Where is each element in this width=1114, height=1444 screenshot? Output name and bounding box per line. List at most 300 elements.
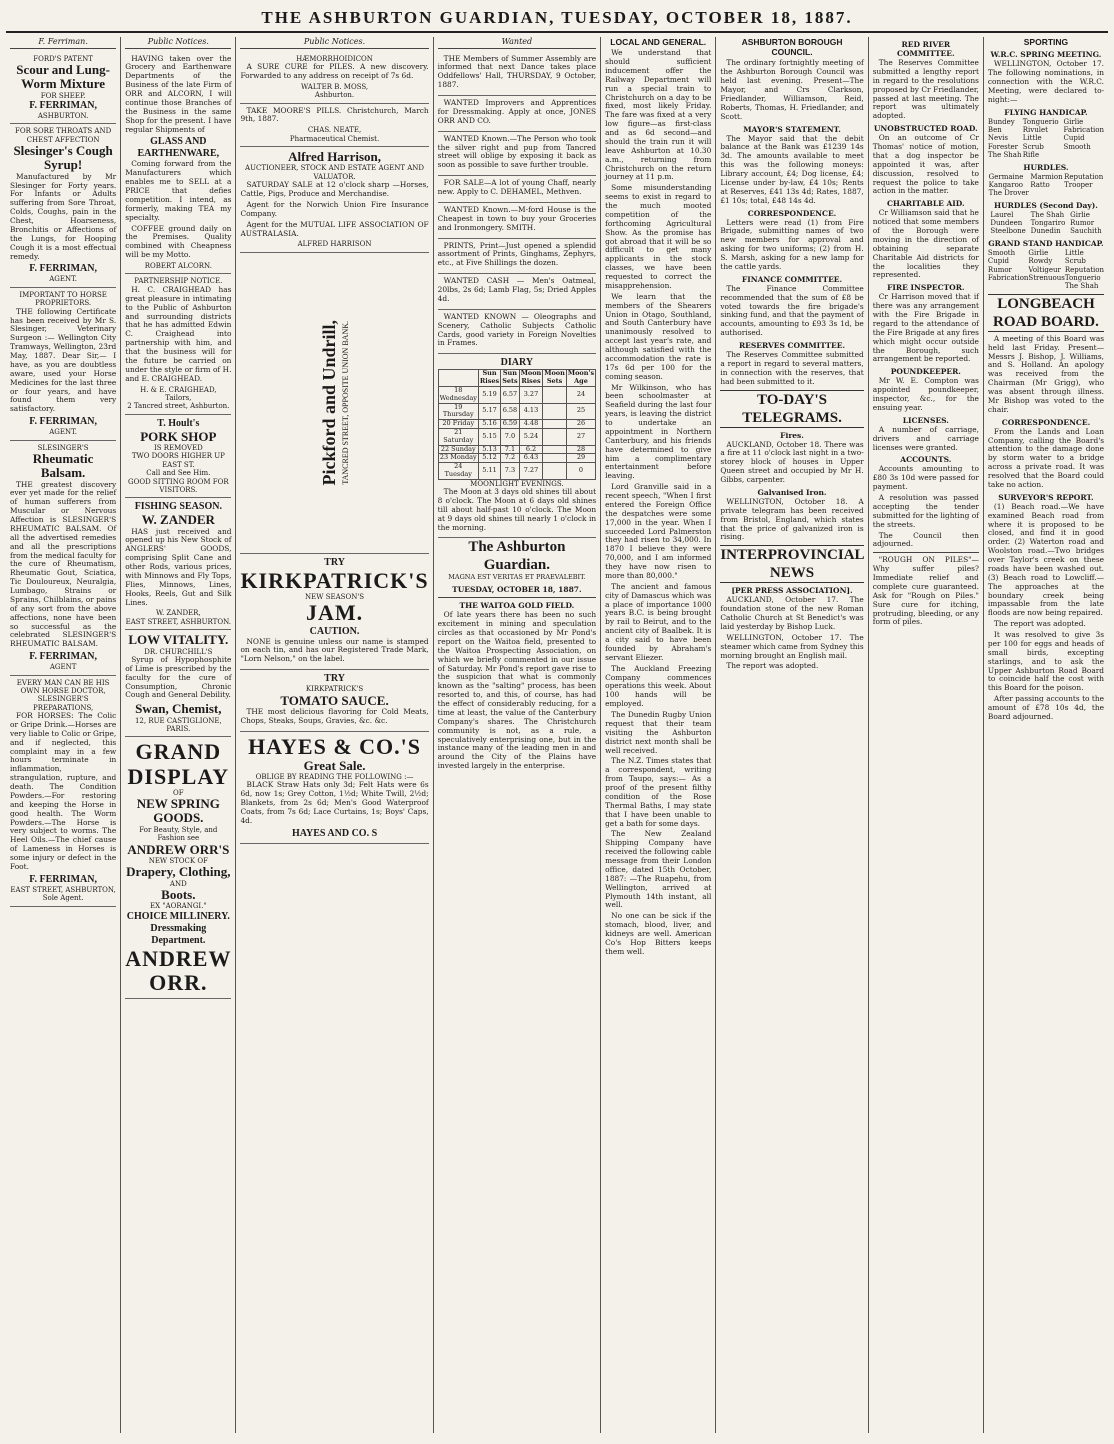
column-header: Wanted [438, 37, 596, 49]
horse-name: Steelbone [990, 227, 1026, 236]
ad-footer: HAYES AND CO. S [291, 827, 378, 839]
diary-section [438, 354, 596, 538]
subheading: Fires. [780, 430, 804, 440]
subheading: LICENSES. [902, 415, 949, 425]
ad-headline: Drapery, Clothing, [126, 864, 231, 880]
news-paragraph: Mr W. E. Compton was appointed poundkeeper, inspector, &c., for the ensuing year. [872, 376, 979, 412]
ad-headline: HAYES & CO.'S [248, 733, 422, 759]
ad-body: Coming forward from the Manufacturers which enables me to SELL at a PRICE that defies competition. I intend, as formerly, making TEA my specialty. [125, 159, 232, 222]
horse-name: Cupid [1063, 134, 1085, 143]
horse-name: Voltigeur [1028, 265, 1061, 274]
diary-cell [543, 428, 567, 445]
advertisement-hayes-sale [240, 732, 428, 844]
subheading: W.R.C. SPRING MEETING. [990, 50, 1102, 60]
news-paragraph: The ancient and famous city of Damascus which was a place of importance 1000 years B.C. is being brought by rail to Beirut, and to the ancient city of Baalbek. It is a city said to have been founded by Abraham's servant Eliezer. [605, 581, 712, 662]
news-paragraph: The report was adopted. [993, 619, 1086, 629]
ad-headline: GRAND DISPLAY [127, 739, 230, 789]
ad-name: F. FERRIMAN, [29, 416, 97, 428]
race-title: HURDLES (Second Day). [994, 200, 1098, 210]
column-1 [6, 37, 121, 1433]
ad-body: Manufactured by Mr Slesinger for Forty years. For Infants or Adults suffering from Sore Throat, Colds, Coughs, pain in the Chest, Hoarseness, Bronchitis or Affections of the Lungs, for Hooping Cough it is a most effectual remedy. [10, 171, 117, 261]
horse-name: Bundey [987, 117, 1015, 126]
ad-name: H. & E. CRAIGHEAD, [140, 385, 217, 394]
news-paragraph: The Dunedin Rugby Union request that their team visiting the Ashburton district next month shall be well received. [605, 710, 712, 755]
ad-body: H. C. CRAIGHEAD has great pleasure in intimating to the Public of Ashburton and surrounding districts that he has admitted Edwin C. Craighead into partnership with him, and that the business will for the future be carried on under the style or firm of H. and E. CRAIGHEAD. [125, 284, 232, 383]
horse-name: Dunedin [1030, 227, 1061, 236]
ad-name: F. FERRIMAN, [29, 263, 97, 275]
ad-subtitle: Great Sale. [303, 757, 366, 773]
leader-body: Of late years there has been no such excitement in mining and speculation circles as that occasioned by Mr Pond's report on the Waitoa field, presented to the Waitoa Prospecting Association, on which we briefly commented in our issue of Saturday. Mr Pond's report gave rise to the suspicion that what is commonly known as the "salting" process, has been resorted to, and this, of course, has had the effect of considerably reducing, for a time at least, the value of the Canterbury Company's shares. The Christchurch community is not, as a rule, a speculatively enterprising one, but in the instance many of the leading men in and around the City of the Plains have invested largely in the enterprise. [437, 610, 597, 771]
ad-headline: KIRKPATRICK'S [240, 567, 429, 593]
section-heading: LOCAL AND GENERAL. [610, 37, 707, 47]
diary-cell: 5.17 [478, 403, 500, 420]
subheading: SURVEYOR'S REPORT. [998, 492, 1094, 502]
notice-oleographs [438, 310, 596, 355]
diary-cell: 18 Wednesday [439, 385, 477, 402]
horse-name: The Drover [988, 189, 1029, 198]
ad-headline: W. ZANDER [141, 512, 215, 528]
press-credit: [PER PRESS ASSOCIATION]. [731, 586, 853, 596]
masthead: THE ASHBURTON GUARDIAN, TUESDAY, OCTOBER 18, 1887. [6, 4, 1108, 33]
horse-name: Rumor [987, 265, 1012, 274]
diary-cell [543, 386, 567, 403]
divider [873, 552, 979, 553]
ad-title: IMPORTANT TO HORSE PROPRIETORS. [19, 290, 107, 308]
horse-name: Little Scrub [1064, 248, 1086, 266]
horse-name: Tonguerio [1064, 274, 1101, 283]
news-paragraph: A number of carriage, drivers and carriage licenses were granted. [872, 424, 979, 452]
advertisement-fishing [125, 498, 231, 630]
diary-cell: 24 [566, 386, 595, 403]
diary-cell: 6.43 [519, 454, 543, 463]
ad-line: OF [173, 788, 184, 797]
ad-body: Agent for the Norwich Union Fire Insurance Company. [240, 199, 429, 218]
news-paragraph: Mr Wilkinson, who has been schoolmaster at Seafield during the last four years, is leaving the district to undertake an appointment in Northern Canterbury, and his friends have determined to give him a complimentary entertainment before leaving. [605, 382, 712, 481]
ad-headline: Slesinger's Cough Syrup! [13, 143, 113, 173]
horse-name: Little Scrub [1022, 134, 1044, 151]
diary-cell [543, 463, 567, 480]
subheading: ACCOUNTS. [900, 455, 952, 465]
notice-body: WANTED Improvers and Apprentices for Dressmaking. Apply at once, JONES ORR AND CO. [437, 98, 597, 125]
longbeach-heading: LONGBEACH ROAD BOARD. [988, 294, 1104, 332]
ad-name: ANDREW ORR'S [127, 841, 230, 857]
notice-wanted-cash [438, 274, 596, 310]
diary-header-cell: Sun Rises [479, 369, 500, 386]
ad-line: IS REMOVED [153, 443, 203, 452]
diary-cell: 5.24 [519, 428, 543, 445]
diary-cell: 3.27 [519, 386, 543, 403]
advertisement-horse-doctor [10, 676, 116, 907]
horse-name: Dundeen [990, 219, 1023, 228]
advertisement-tomato-sauce [240, 670, 428, 731]
diary-cell: 7.2 [501, 454, 519, 463]
advertisement-cough-syrup [10, 124, 116, 288]
diary-header-cell: Moon Rises [520, 369, 542, 386]
ad-headline: JAM. [305, 600, 364, 626]
news-paragraph: It was resolved to give 3s per 100 for eggs and heads of small birds, excepting starlings, and to ask the Upper Ashburton Road Board to coincide half the cost with this Board for the poison. [987, 630, 1105, 693]
diary-cell: 7.3 [501, 463, 519, 480]
horse-name: Girlie [1063, 117, 1084, 126]
ad-headline: PORK SHOP [140, 428, 217, 444]
diary-cell: 5.15 [478, 428, 500, 445]
advertisement-low-vitality [125, 630, 231, 737]
ad-headline: Alfred Harrison, [288, 149, 381, 165]
ad-name: F. FERRIMAN, [29, 873, 97, 885]
news-paragraph: The Reserves Committee submitted a lengthy report in regard to the resolutions proposed by Cr Friedlander, passed at last meeting. The report was ultimately adopted. [872, 58, 979, 121]
horse-name: Girlie [1070, 210, 1090, 219]
subheading: RESERVES COMMITTEE. [738, 341, 846, 350]
news-paragraph: Cr Harrison moved that if there was any arrangement with the Fire Brigade in regard to the attendance of the Fire Brigade at any fires which might occur outside the Borough, such arrangement be reported. [872, 292, 979, 364]
ad-name: ROBERT ALCORN. [144, 262, 212, 271]
diary-cell: 5.11 [478, 463, 500, 480]
advertisement-piles-cure [240, 52, 428, 104]
horse-column [989, 173, 1029, 198]
subheading: CHARITABLE AID. [886, 199, 965, 209]
vertical-headline: Pickford and Undrill, [318, 320, 339, 486]
ad-body: BLACK Straw Hats only 3d; Felt Hats were 6s 6d, now 1s; Grey Cotton, 1½d; White Twill, 2½d; Blankets, from 2s 6d; Men's Good Waterproof Coats, from 7s 6d; Lace Curtains, 1s; Boys' Caps, 4d. [240, 780, 429, 825]
diary-row [438, 386, 595, 403]
ad-place: ASHBURTON. [37, 111, 89, 120]
ad-title: HÆMORRHOIDICON [296, 54, 373, 63]
advertisement-alcorn [125, 52, 231, 275]
ad-name: KIRKPATRICK'S [305, 685, 364, 694]
ad-line: CHOICE MILLINERY. [126, 910, 230, 922]
diary-cell: 6.2 [519, 445, 543, 454]
ad-headline: Rheumatic Balsam. [32, 450, 94, 481]
news-paragraph: The New Zealand Shipping Company have received the following cable message from their London office, dated 15th October, 1887: —The Ruapehu, from Wellington, arrived at Plymouth 14th instant, all well. [605, 829, 712, 910]
horse-name: Marmion [1030, 172, 1063, 181]
column-8 [984, 37, 1108, 1433]
ad-line: GOOD SITTING ROOM FOR VISITORS. [128, 477, 229, 494]
telegrams-heading: TO-DAY'S TELEGRAMS. [720, 390, 863, 428]
notice-body: FOR SALE—A lot of young Chaff, nearly new. Apply to C. DEHAMEL, Methven. [437, 178, 597, 197]
horse-name: Trooper [1064, 180, 1093, 189]
ad-body: TAKE MOORE'S PILLS. Christchurch, March 9th, 1887. [240, 105, 429, 124]
ad-paragraph: "ROUGH ON PILES"—Why suffer piles? Immediate relief and complete cure guaranteed. Ask for "Rough on Piles." Sure cure for itching, protruding, bleeding, or any form of piles. [872, 555, 979, 627]
subheading: POUNDKEEPER. [890, 367, 961, 377]
diary-cell: 0 [566, 463, 595, 480]
advertisement-pickford-undrill [240, 253, 428, 554]
notice-summer-assembly [438, 52, 596, 97]
advertisement-rheumatic-balsam [10, 441, 116, 676]
ad-headline: Boots. [161, 886, 196, 902]
horse-name: Reputation [1064, 172, 1104, 181]
diary-cell: 24 Tuesday [438, 463, 478, 480]
ad-place: Ashburton. [314, 91, 355, 100]
horse-name: Rifle [1022, 151, 1040, 160]
news-paragraph: Some misunderstanding seems to exist in regard to the much mooted competition of the forthcoming Agricultural Show. As the promise has got abroad that it will be so difficult to get many applicants in the stock classes, we have been requested to correct the misapprehension. [605, 183, 712, 290]
ad-headline: GLASS AND EARTHENWARE, [137, 136, 220, 160]
diary-cell: 27 [566, 428, 595, 445]
subheading: CORRESPONDENCE. [747, 208, 837, 218]
news-paragraph: The Mayor said that the debit balance at the Bank was £1239 14s 3d. The amounts available to meet this was the following moneys: Library account, £4; Dog license, £4; License under by-law, £4 10s; Rents at Reserves, £41 13s 4d; Rates, 1887, £1 10s; total, £48 14s 4d. [720, 133, 864, 205]
column-7 [869, 37, 984, 1433]
paper-date: TUESDAY, OCTOBER 18, 1887. [452, 585, 582, 595]
ad-subtitle: FOR SHEEP. [40, 91, 86, 100]
horse-column [1031, 211, 1066, 236]
news-paragraph: We learn that the members of the Shearers Union in Otago, Southland, and South Canterbury have unanimously resolved to accept last year's rate, and although satisfied with the accommodation the rate is 17s 6d per 100 for the coming season. [605, 291, 712, 381]
news-paragraph: WELLINGTON, October 17. The following nominations, in connection with the W.R.C. Meeting, were declared to-night:— [987, 59, 1105, 104]
diary-cell [543, 445, 567, 454]
ad-title: PARTNERSHIP NOTICE. [134, 277, 223, 286]
advertisement-moores-pills [240, 104, 428, 148]
horse-column [1030, 173, 1062, 198]
ad-body: COFFEE ground daily on the Premises. Quality combined with Cheapness will be my Motto. [125, 223, 232, 260]
column-2 [121, 37, 236, 1433]
ad-body: HAS just received and opened up his New Stock of ANGLERS' GOODS, comprising Split Cane and other Rods, various prices, with Minnows and Fly Tops, Flies, Minnows, Lines, Hooks, Reels, Gut and Silk Lines. [125, 526, 232, 607]
news-paragraph: The Finance Committee recommended that the sum of £8 be voted towards the fire brigade's sinking fund, and that the payment of accounts, amounting to £93 3s 1d, be authorised. [720, 283, 864, 338]
notice-body: WANTED Known.—M-ford House is the Cheapest in town to buy your Groceries and Ironmongery. SMITH. [437, 204, 597, 232]
horse-name: Rivulet [1022, 125, 1048, 134]
diary-row [438, 463, 595, 480]
diary-note: MOONLIGHT EVENINGS. [470, 479, 564, 488]
notice-wanted-known [438, 132, 596, 177]
ad-place: EAST STREET, ASHBURTON. [125, 617, 231, 626]
advertisement-scour-mixture [10, 52, 116, 125]
race-title: HURDLES. [1023, 162, 1069, 172]
diary-cell: 4.13 [519, 403, 543, 420]
ad-name: WALTER B. MOSS, [300, 82, 369, 91]
notice-body: WANTED KNOWN — Oleographs and Scenery, Catholic Subjects Catholic Cards, good variety in Foreign Novelties in Frames. [437, 311, 597, 348]
section-heading: ASHBURTON BOROUGH COUNCIL. [741, 37, 843, 58]
news-paragraph: After passing accounts to the amount of £78 10s 4d, the Board adjourned. [987, 694, 1105, 721]
ad-line: TRY [324, 556, 345, 568]
ad-body: SATURDAY SALE at 12 o'clock sharp —Horses, Cattle, Pigs, Produce and Merchandise. [240, 180, 429, 198]
ad-subtitle: DR. CHURCHILL'S [144, 647, 213, 656]
news-paragraph: The Reserves Committee submitted a report in regard to several matters, in connection with the reserves, that had been submitted to it. [720, 350, 864, 386]
ad-body: THE greatest discovery ever yet made for the relief of human sufferers from Muscular or Nervous Affection is SLESINGER'S RHEUMATIC BALSAM. Of all the advertised remedies and all the prescriptions from the medical faculty for the cure of Rheumatism, Rheumatic Gout, Sciatica, Tic Douloureux, Neuralgia, Lumbago, Strains or Sprains, Chilblains, or pains of any sort from the above affections, none have been so successful as the celebrated SLESINGER'S RHEUMATIC BALSAM. [10, 479, 117, 649]
news-paragraph: Lord Granville said in a recent speech, "When I first entered the Foreign Office the despatches were some 17,000 in the year. When I succeeded Lord Palmerston they had risen to 34,000. In 1870 I believe they were 70,000, and I am informed they have now risen to more than 80,000." [605, 482, 712, 580]
horse-list [988, 173, 1104, 198]
diary-cell [543, 403, 567, 420]
ad-agent: AGENT. [49, 428, 77, 437]
horse-column [1028, 249, 1064, 291]
moon-text: The Moon at 3 days old shines till about 8 o'clock. The Moon at 6 days old shines till about half-past 10 o'clock. The Moon at 9 days old shines till nearly 1 o'clock in the morning. [437, 487, 597, 532]
subheading: Galvanised Iron. [757, 487, 827, 497]
horse-name: Fabrication [987, 274, 1029, 283]
ad-line: TRY [324, 673, 345, 685]
ad-body: THE following Certificate has been received by Mr S. Slesinger, Veterinary Surgeon :— Wellington City Tramways, Wellington, 23rd May, 1887. Dear Sir,— I have, as you are doubtless aware, used your Horse Medicines for the last three or four years, and have found them very satisfactory. [10, 306, 117, 414]
notice-body: WANTED Known.—The Person who took the silver right and pup from Tancred street will oblige by exposing it back as soon as possible to save further trouble. [437, 133, 597, 170]
horse-name: Reputation [1064, 265, 1105, 274]
advertisement-andrew-orr [125, 737, 231, 999]
ad-body: Syrup of Hypophosphite of Lime is prescribed by the faculty for the cure of Consumption, Chronic Cough and General Debility. [125, 654, 232, 700]
columns [6, 37, 1108, 1433]
ad-place: 2 Tancred street, Ashburton. [127, 402, 230, 411]
ad-line: Call and See Him. [146, 469, 211, 478]
horse-name: Tonguerio [1022, 117, 1059, 126]
interprovincial-heading: INTERPROVINCIAL NEWS [720, 547, 865, 582]
diary-row [438, 403, 595, 420]
ad-name: F. FERRIMAN, [29, 651, 97, 663]
ad-body: Agent for the MUTUAL LIFE ASSOCIATION OF AUSTRALASIA. [240, 219, 429, 238]
ad-subtitle: AUCTIONEER, STOCK AND ESTATE AGENT AND VALUATOR. [245, 164, 425, 181]
ad-name: W. ZANDER, [155, 609, 201, 618]
horse-column [1070, 211, 1101, 236]
ad-role: Tailors, [165, 393, 192, 402]
horse-list [988, 249, 1104, 291]
notice-for-sale [438, 176, 596, 203]
horse-name: Girlie [1028, 248, 1049, 257]
ad-line: T. Hoult's [157, 417, 200, 429]
ad-line: TWO DOORS HIGHER UP EAST ST. [131, 452, 225, 469]
news-paragraph: The report was adopted. [726, 661, 819, 671]
subheading: CORRESPONDENCE. [1001, 417, 1091, 427]
horse-name: Fabrication [1063, 125, 1105, 134]
ad-place: 12, RUE CASTIGLIONE, PARIS. [134, 716, 222, 734]
ad-line: CAUTION. [309, 625, 360, 637]
ad-line: Dressmaking Department. [150, 922, 207, 946]
diary-cell: 4.48 [519, 420, 543, 429]
ad-name: CHAS. NEATE, [307, 126, 362, 135]
horse-name: The Shah [1030, 210, 1065, 219]
diary-row [438, 428, 595, 445]
ad-line: OBLIGE BY READING THE FOLLOWING :— [255, 773, 414, 782]
news-paragraph: (1) Beach road.—We have examined Beach road from where it is proposed to be closed, and find it in good order. (2) Waterton road and Woolston road.—Two bridges over Taylor's creek on these roads have been washed out. (3) Beach road to Lowcliff.—The approaches at the boundary creek being impassable from the late floods are now being repaired. [987, 501, 1105, 618]
news-paragraph: Letters were read (1) from Fire Brigade, submitting names of two new members for approval and asking for two uniforms; (2) from H. S. Marsh, asking for a new lamp for the cattle yards. [720, 217, 864, 271]
ad-headline: NEW SPRING GOODS. [136, 796, 220, 826]
diary-header-cell: Moon's Age [567, 369, 595, 386]
diary-cell: 25 [566, 403, 595, 420]
horse-list [988, 211, 1104, 236]
ad-name: ALFRED HARRISON [297, 240, 372, 249]
diary-cell: 6.57 [501, 386, 519, 403]
horse-column [1023, 118, 1064, 160]
diary-table [438, 369, 596, 479]
news-paragraph: AUCKLAND, October 18. There was a fire at 11 o'clock last night in a two-storey block of houses in Upper Queen street and occupied by Mr H. Gibbs, carpenter. [720, 439, 864, 484]
news-paragraph: WELLINGTON, October 17. The steamer which came from Sydney this morning brought an English mail. [720, 632, 864, 660]
race-title: FLYING HANDICAP. [1004, 107, 1088, 117]
diary-cell: 7.27 [519, 463, 543, 480]
diary-cell: 21 Saturday [438, 428, 478, 445]
ad-agent: AGENT. [49, 275, 77, 284]
diary-cell: 22 Sunday [438, 445, 478, 454]
diary-cell: 23 Monday [439, 453, 477, 462]
section-heading: SPORTING [1023, 37, 1069, 47]
horse-column [988, 118, 1023, 160]
ad-line: EX "AORANGI." [150, 902, 207, 911]
ad-agent: AGENT [49, 663, 77, 672]
diary-header-cell: Moon Sets [544, 369, 565, 386]
horse-name: Laurel [990, 210, 1014, 219]
ad-line: NEW STOCK OF [148, 856, 208, 865]
column-header: Public Notices. [125, 37, 231, 49]
column-header: Public Notices. [240, 37, 428, 49]
ad-name: F. FERRIMAN, [29, 99, 97, 111]
news-paragraph: Accounts amounting to £80 3s 10d were passed for payment. [872, 464, 979, 492]
diary-cell: 20 Friday [438, 420, 478, 429]
advertisement-alfred-harrison [240, 147, 428, 253]
news-paragraph: On an outcome of Cr Thomas' notice of motion, that a dog inspector be appointed it was, after discussion, resolved to request the police to take action in the matter. [872, 133, 979, 196]
horse-name: Sauchith [1070, 227, 1102, 236]
news-paragraph: Cr Williamson said that he noticed that some members of the Borough were moving in the direction of obtaining separate Charitable Aid districts for the localities they represented. [872, 208, 979, 280]
diary-cell: 28 [566, 445, 595, 454]
horse-name: Ratto [1030, 180, 1050, 189]
diary-header-cell [438, 370, 478, 387]
horse-name: Forester [987, 142, 1018, 151]
ad-title: SLESINGER'S [37, 443, 89, 452]
news-paragraph: A resolution was passed accepting the tender submitted for the lighting of the streets. [872, 493, 979, 529]
leader-title: THE WAITOA GOLD FIELD. [459, 601, 575, 611]
paper-motto: MAGNA EST VERITAS ET PRAEVALEBIT. [448, 573, 586, 582]
ad-place: EAST STREET, ASHBURTON, [10, 885, 116, 894]
column-5 [601, 37, 716, 1433]
ad-footer: ANDREW ORR. [125, 945, 232, 995]
news-paragraph: AUCKLAND, October 17. The foundation stone of the new Roman Catholic Church at St Benedict's was laid yesterday by Bishop Luck. [720, 595, 864, 631]
ad-body: NONE is genuine unless our name is stamped on each tin, and has our Registered Trade Mark, "Lorn Nelson," on the label. [240, 636, 429, 664]
ad-agent: Sole Agent. [42, 894, 84, 903]
diary-cell [543, 454, 567, 463]
subheading: UNOBSTRUCTED ROAD. [873, 124, 978, 134]
horse-name: Smooth [1063, 142, 1091, 151]
diary-cell: 19 Thursday [438, 403, 478, 420]
news-paragraph: The ordinary fortnightly meeting of the Ashburton Borough Council was held last evening. Present—The Mayor, and Crs Clarkson, Friedlander, Williamson, Reid, Roberts, Thomas, H. Friedlander, and Scott. [720, 58, 864, 121]
horse-column [1064, 173, 1103, 198]
notice-body: PRINTS, Print—Just opened a splendid assortment of Prints, Ginghams, Zephyrs, etc., at Five Shillings the dozen. [437, 240, 597, 268]
news-paragraph: The Council then adjourned. [872, 530, 979, 549]
horse-list [988, 118, 1104, 160]
column-6 [716, 37, 868, 1433]
horse-name: Smooth [987, 248, 1016, 257]
diary-header-cell: Sun Sets [502, 369, 518, 386]
advertisement-kirkpatrick-jam [240, 554, 428, 670]
horse-name: The Shah [1064, 282, 1099, 291]
race-title: GRAND STAND HANDICAP. [988, 238, 1104, 248]
column-4 [434, 37, 601, 1433]
divider [438, 597, 596, 598]
column-header: F. Ferriman. [10, 37, 116, 49]
subheading: MAYOR'S STATEMENT. [743, 124, 841, 134]
ad-headline: TOMATO SAUCE. [280, 692, 389, 708]
ad-title: FOR SORE THROATS AND CHEST AFFECTION [15, 127, 112, 144]
ad-title: FORD'S PATENT [33, 54, 93, 63]
horse-name: The Shah [987, 151, 1022, 160]
vertical-address: TANCRED STREET, OPPOSITE UNION BANK. [340, 320, 350, 485]
horse-name: Tongariro [1030, 219, 1066, 228]
news-paragraph: From the Lands and Loan Company, calling the Board's attention to the damage done by storm water to a bridge across a private road. It was resolved that the Board could take no action. [987, 426, 1105, 489]
ad-body: FOR HORSES: The Colic or Gripe Drink.—Horses are very liable to Colic or Gripe, and if neglected, this complaint may in a few hours terminate in inflammation, strangulation, rupture, and death. The Condition Powders.—For restoring and keeping the Horse in good health. The Worm Powders.—The Horse is very subject to worms. The Heel Oils.—The chief cause of Lameness in Horses is some injury or defect in the Foot. [10, 711, 117, 871]
subheading: FINANCE COMMITTEE. [741, 274, 843, 284]
horse-name: Rowdy [1028, 257, 1053, 266]
horse-column [1065, 249, 1104, 291]
subheading: RED RIVER COMMITTEE. [897, 40, 955, 58]
ad-headline: LOW VITALITY. [128, 632, 229, 648]
diary-cell: 7.0 [501, 428, 519, 445]
diary-cell: 29 [566, 454, 595, 463]
news-paragraph: We understand that should sufficient inducement offer the Railway Department will run a special train to Christchurch on a day to be fixed, most likely Friday. The fare was fixed at a very low figure—as first-class and as 6d second—and should the train run it will leave Ashburton at 10.30 a.m., returning from Christchurch on the return journey at 11 p.m. [605, 48, 712, 182]
ad-headline: Scour and Lung-Worm Mixture [16, 61, 110, 92]
horse-column [1064, 118, 1105, 160]
notice-body: THE Members of Summer Assembly are informed that next Dance takes place Oddfellows' Hall, THURSDAY, 9 October, 1887. [437, 53, 597, 90]
ad-line: For Beauty, Style, and Fashion see [139, 825, 218, 843]
ad-subtitle: NEW SEASON'S [305, 592, 365, 601]
ad-body: THE most delicious flavoring for Cold Meats, Chops, Steaks, Soups, Gravies, &c. &c. [240, 706, 429, 725]
news-paragraph: The N.Z. Times states that a correspondent, writing from Taupo, says:— As a proof of the present filthy condition of the Rose Thermal Baths, I may state that I have been unable to get a bath for some days. [605, 756, 712, 828]
diary-cell: 5.16 [478, 420, 500, 429]
ad-body: HAVING taken over the Grocery and Earthenware Departments of the Business of the late Firm of ORR and ALCORN, I will continue those Branches of the Business in the same Shop for the present. I have regular Shipments of [125, 53, 232, 134]
subheading: FIRE INSPECTOR. [887, 283, 965, 293]
diary-cell: 5.19 [478, 386, 500, 403]
horse-name: Germaine [988, 172, 1024, 181]
notice-dressmaking [438, 96, 596, 132]
notice-body: WANTED CASH — Men's Oatmeal, 20lbs, 2s 6d; Lamb Flag, 5s; Dried Apples 4d. [437, 276, 597, 303]
ad-body: A SURE CURE for PILES. A new discovery. Forwarded to any address on receipt of 7s 6d. [240, 61, 429, 80]
horse-name: Strenuous [1028, 274, 1065, 283]
news-paragraph: WELLINGTON, October 18. A private telegram has been received from Bristol, England, which states that the price of galvanized iron is rising. [720, 496, 864, 542]
news-paragraph: No one can be sick if the stomach, blood, liver, and kidneys are well. American Co's Hop Bitters keeps them well. [605, 911, 712, 956]
diary-cell: 6.58 [501, 403, 519, 420]
ad-title: FISHING SEASON. [134, 501, 222, 513]
